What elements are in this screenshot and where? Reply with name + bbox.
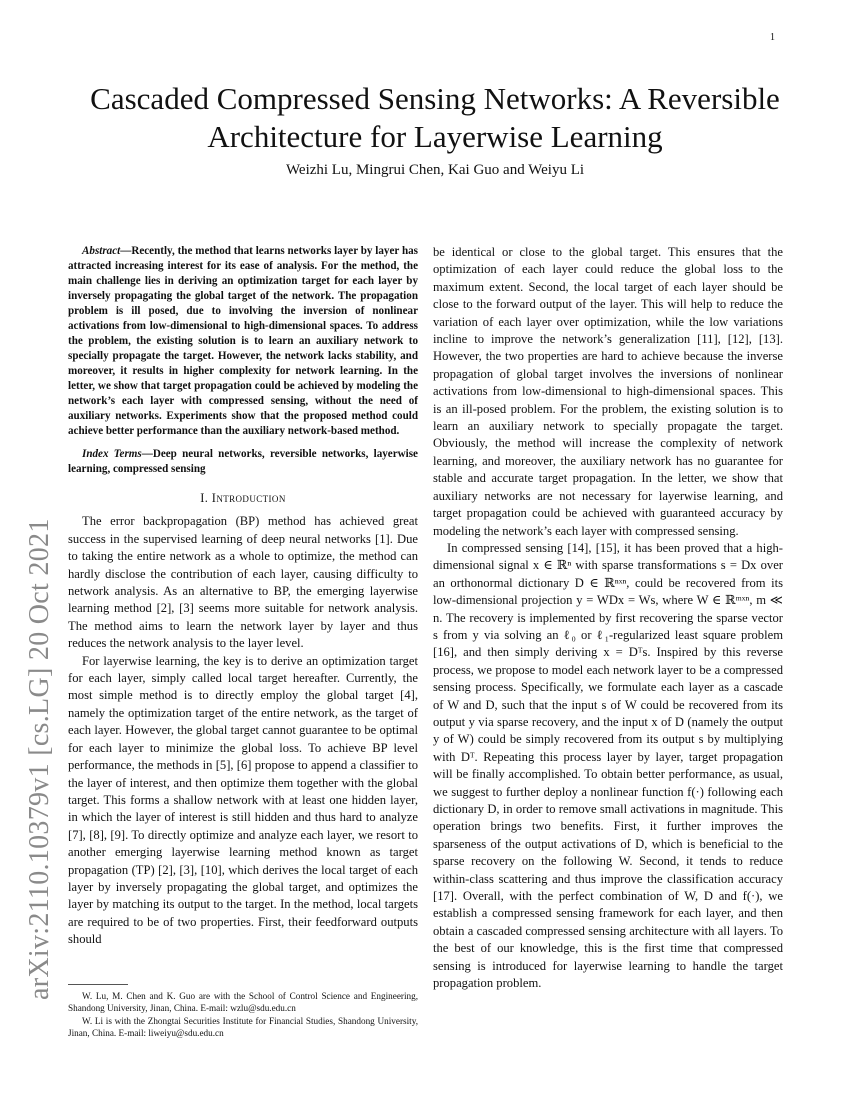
- paragraph: be identical or close to the global target. This ensures that the optimization of each layer could reduce the global loss to the maximum extent. Second, the local target of each layer should be close to the forward output of the layer. This will help to reduce the variation of each layer over optimization, while the low variations incline to improve the network’s generalization [11], [12], [13]. However, the two properties are hard to achieve because the inverse propagation of global target involves the inversions of nonlinear activations from low-dimensional to high-dimensional spaces. This is an ill-posed problem. For the problem, the existing solution is to learn an auxiliary network to specially propagate the target. Obviously, the method will increase the complexity of network learning, and moreover, the auxiliary network has no guarantee for stable and accurate target propagation. In the letter, we show that auxiliary networks are not necessary for layerwise learning, and target propagation could be achieved with guaranteed accuracy by modeling the network’s each layer with compressed sensing.: [433, 245, 783, 538]
- author-list: Weizhi Lu, Mingrui Chen, Kai Guo and Weiyu Li: [285, 162, 585, 178]
- left-column: [68, 244, 418, 949]
- section-number: I.: [200, 491, 212, 505]
- index-terms-lead: Index Terms: [82, 448, 142, 460]
- page-number: 1: [770, 32, 775, 43]
- footnote: W. Lu, M. Chen and K. Guo are with the School of Control Science and Engineering, Shandong University, Jinan, China. E-mail: wzlu@sdu.edu.cn: [68, 991, 418, 1014]
- abstract-text: —Recently, the method that learns networks layer by layer has attracted increasing interest for its ease of analysis. For the method, the main challenge lies in deriving an optimization target for each layer by inversely propagating the global target of the network. The propagation problem is ill posed, due to involving the inversion of nonlinear activations from low-dimensional to high-dimensional spaces. To address the problem, the existing solution is to learn an auxiliary network to specially propagate the target. However, the network lacks stability, and moreover, it results in higher complexity for network learning. In the letter, we show that target propagation could be achieved by modeling the network’s each layer with compressed sensing, without the need of auxiliary networks. Experiments show that the proposed method could achieve better performance than the auxiliary network-based method.: [68, 245, 418, 437]
- section-heading-introduction: [68, 490, 418, 507]
- footnote-divider: [68, 984, 128, 985]
- abstract: [68, 244, 418, 439]
- index-terms-text: —Deep neural networks, reversible networks, layerwise learning, compressed sensing: [68, 448, 418, 475]
- abstract-lead: Abstract: [82, 245, 121, 257]
- arxiv-watermark: arXiv:2110.10379v1 [cs.LG] 20 Oct 2021: [24, 518, 55, 1000]
- paragraph: For layerwise learning, the key is to derive an optimization target for each layer, simply called local target hereafter. Currently, the most simple method is to directly employ the global target [4], namely the optimization target of the entire network, as the target of each layer. However, the global target cannot guarantee to be optimal for each layer to minimize the global loss. To achieve BP level performance, the methods in [5], [6] propose to append a classifier to the layer of interest, and then optimize them together with the global target. This forms a shallow network with at least one hidden layer, in which the layer of interest is still hidden and thus hard to analyze [7], [8], [9]. To directly optimize and analyze each layer, we resort to another emerging layerwise learning method known as target propagation (TP) [2], [3], [10], which derives the local target of each layer by inversely propagating the global target, and optimizes the layer by matching its output to the target. In the method, local targets are required to be of two properties. First, their feedforward outputs should: [68, 653, 418, 947]
- index-terms: [68, 447, 418, 477]
- paper-title: Cascaded Compressed Sensing Networks: A Reversible Architecture for Layerwise Learning: [90, 81, 780, 154]
- footnotes: [68, 990, 418, 1040]
- paragraph: The error backpropagation (BP) method has achieved great success in the supervised learning of deep neural networks [1]. Due to taking the entire network as a whole to optimize, the method can hardly disclose the contribution of each layer, causing difficulty to network analysis. As an alternative to BP, the emerging layerwise learning method [2], [3] seems more suitable for network analysis. The method aims to learn the network layer by layer and thus reduces the network analysis to the layer level.: [68, 514, 418, 651]
- footnote: W. Li is with the Zhongtai Securities Institute for Financial Studies, Shandong University, Jinan, China. E-mail: liweiyu@sdu.edu.cn: [68, 1015, 418, 1039]
- section-title: Introduction: [211, 491, 286, 505]
- right-column: [433, 244, 783, 992]
- paragraph: In compressed sensing [14], [15], it has been proved that a high-dimensional signal x ∈ ℝⁿ with sparse transformations s = Dx over an orthonormal dictionary D ∈ ℝⁿˣⁿ, could be recovered from its low-dimensional projection y = WDx = Ws, where W ∈ ℝᵐˣⁿ, m ≪ n. The recovery is implemented by first recovering the sparse vector s from y via solving an ℓ₀ or ℓ₁-regularized least square problem [16], and then simply deriving x = Dᵀs. Inspired by this reverse process, we propose to model each network layer to be a compressed sensing process. Specifically, we formulate each layer as a cascade of W and D, such that the input s of W could be recovered from its output y via sparse recovery, and the input x of D (namely the output y of W) could be simply recovered from its output s by multiplying with Dᵀ. Repeating this process layer by layer, target propagation will be finally accomplished. To obtain better performance, as usual, we suggest to further deploy a nonlinear function f(·) following each dictionary D, in order to remove small activations in magnitude. This operation brings two benefits. First, it further improves the sparseness of the output activations of D, which is beneficial to the sparse recovery on the following W. Second, it tends to reduce within-class scattering and thus improve the classification accuracy [17]. Overall, with the perfect combination of W, D and f(·), we establish a compressed sensing framework for each layer, and then obtain a cascaded compressed sensing architecture with all layers. To the best of our knowledge, this is the first time that compressed sensing is introduced for layerwise learning to handle the target propagation problem.: [433, 540, 783, 991]
